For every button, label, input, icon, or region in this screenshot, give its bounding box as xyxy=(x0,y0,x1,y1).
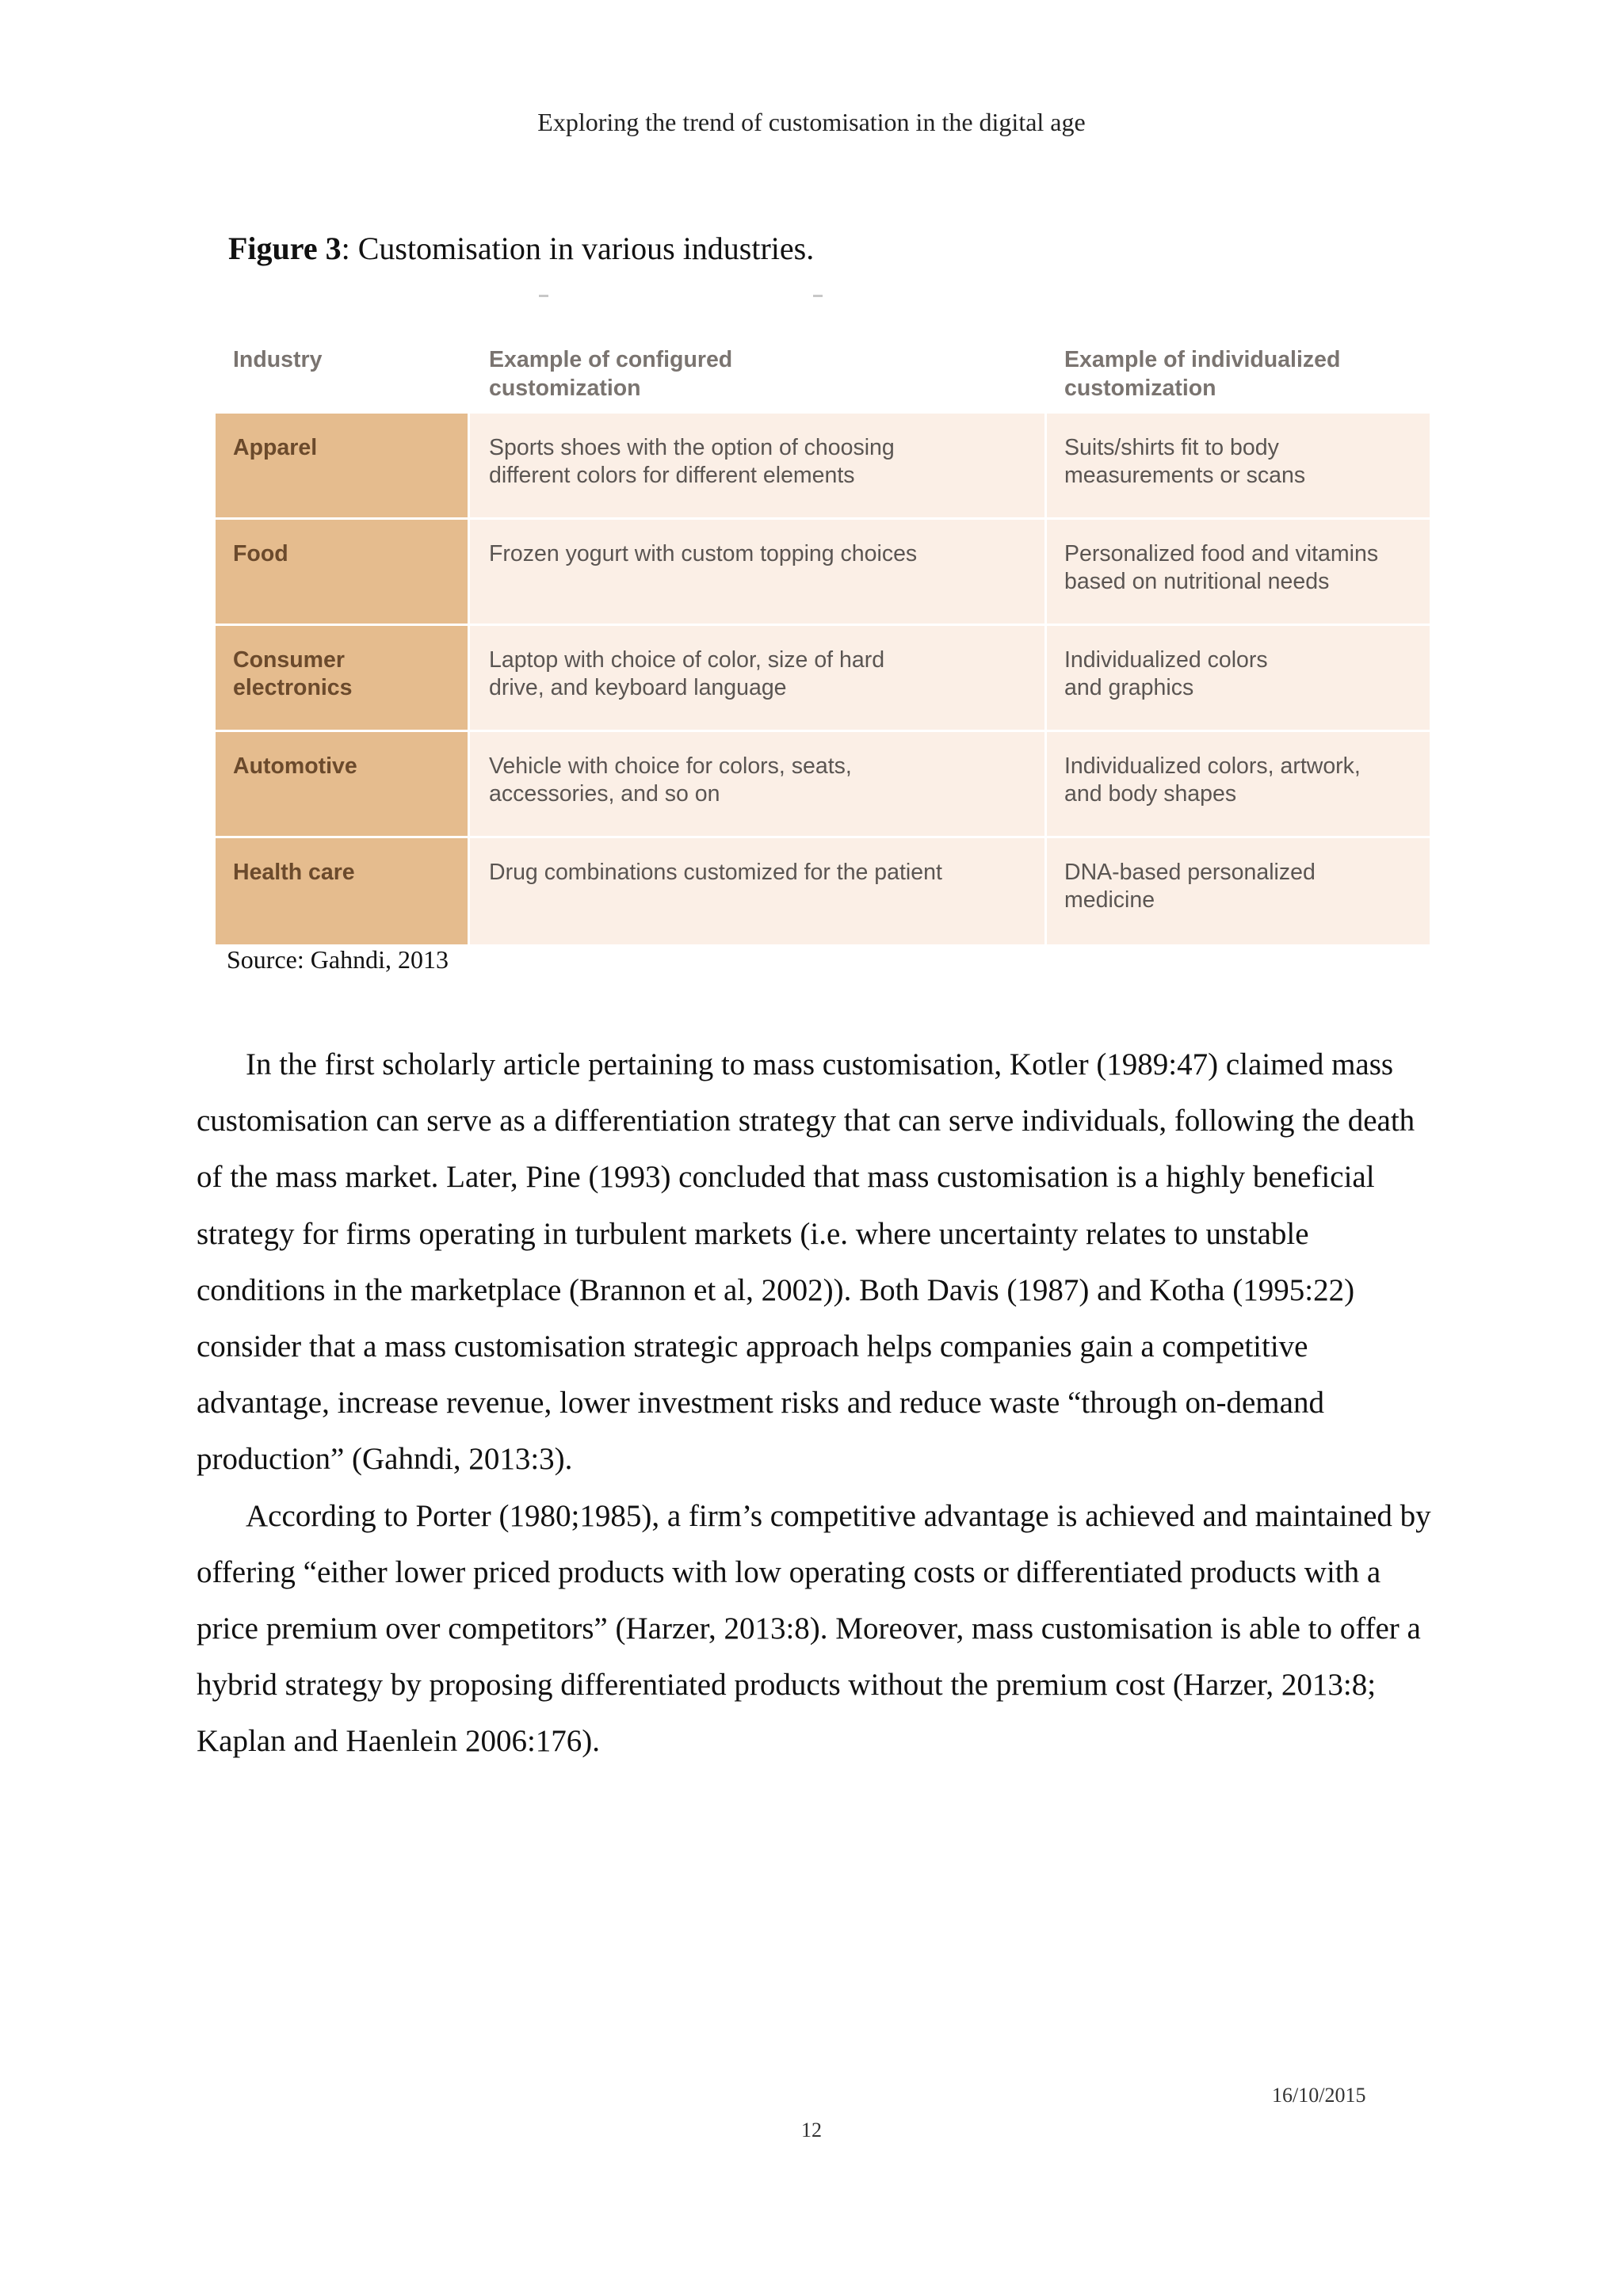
table-row xyxy=(216,414,1430,520)
footer-date: 16/10/2015 xyxy=(1272,2084,1366,2107)
industry-cell: Consumer electronics xyxy=(216,626,470,730)
configured-cell: Laptop with choice of color, size of hard drive, and keyboard language xyxy=(470,626,1047,730)
individualized-cell: Personalized food and vitamins based on nutritional needs xyxy=(1047,520,1430,624)
individualized-cell: Individualized colors, artwork, and body shapes xyxy=(1047,732,1430,836)
configured-cell: Vehicle with choice for colors, seats, accessories, and so on xyxy=(470,732,1047,836)
figure-source: Source: Gahndi, 2013 xyxy=(227,945,449,974)
table-header-row xyxy=(216,326,1430,414)
scan-artifact-dash xyxy=(813,295,823,297)
table-row xyxy=(216,838,1430,944)
figure-caption xyxy=(228,230,814,267)
configured-cell: Drug combinations customized for the patient xyxy=(470,838,1047,944)
configured-cell: Sports shoes with the option of choosing different colors for different elements xyxy=(470,414,1047,517)
industry-cell: Food xyxy=(216,520,470,624)
running-header: Exploring the trend of customisation in the digital age xyxy=(537,108,1086,136)
industry-cell: Automotive xyxy=(216,732,470,836)
industry-customisation-table xyxy=(216,326,1430,944)
body-text xyxy=(197,1036,1441,1770)
table-row xyxy=(216,732,1430,838)
table-row xyxy=(216,626,1430,732)
individualized-cell: DNA-based personalized medicine xyxy=(1047,838,1430,944)
page-number: 12 xyxy=(801,2119,822,2142)
individualized-cell: Individualized colors and graphics xyxy=(1047,626,1430,730)
header-configured: Example of configured customization xyxy=(489,347,733,401)
industry-cell: Health care xyxy=(216,838,470,944)
industry-cell: Apparel xyxy=(216,414,470,517)
body-paragraph: According to Porter (1980;1985), a firm’s competitive advantage is achieved and maintained by offering “either lower priced products with low operating costs or differentiated products with a price premium over competitors” (Harzer, 2013:8). Moreover, mass customisation is able to offer a hybrid strategy by proposing differentiated products without the premium cost (Harzer, 2013:8; Kaplan and Haenlein 2006:176). xyxy=(197,1498,1431,1759)
scan-artifact-dash xyxy=(539,295,548,297)
figure-label: Figure 3 xyxy=(228,231,342,266)
configured-cell: Frozen yogurt with custom topping choices xyxy=(470,520,1047,624)
individualized-cell: Suits/shirts fit to body measurements or scans xyxy=(1047,414,1430,517)
table-row xyxy=(216,520,1430,626)
header-individualized: Example of individualized customization xyxy=(1064,347,1341,401)
figure-caption-text: : Customisation in various industries. xyxy=(341,231,815,266)
body-paragraph: In the first scholarly article pertaining to mass customisation, Kotler (1989:47) claimed mass customisation can serve as a differentiation strategy that can serve individuals, following the death of the mass market. Later, Pine (1993) concluded that mass customisation is a highly beneficial strategy for firms operating in turbulent markets (i.e. where uncertainty relates to unstable conditions in the marketplace (Brannon et al, 2002)). Both Davis (1987) and Kotha (1995:22) consider that a mass customisation strategic approach helps companies gain a competitive advantage, increase revenue, lower investment risks and reduce waste “through on-demand production” (Gahndi, 2013:3). xyxy=(197,1047,1415,1477)
header-industry: Industry xyxy=(233,347,323,372)
